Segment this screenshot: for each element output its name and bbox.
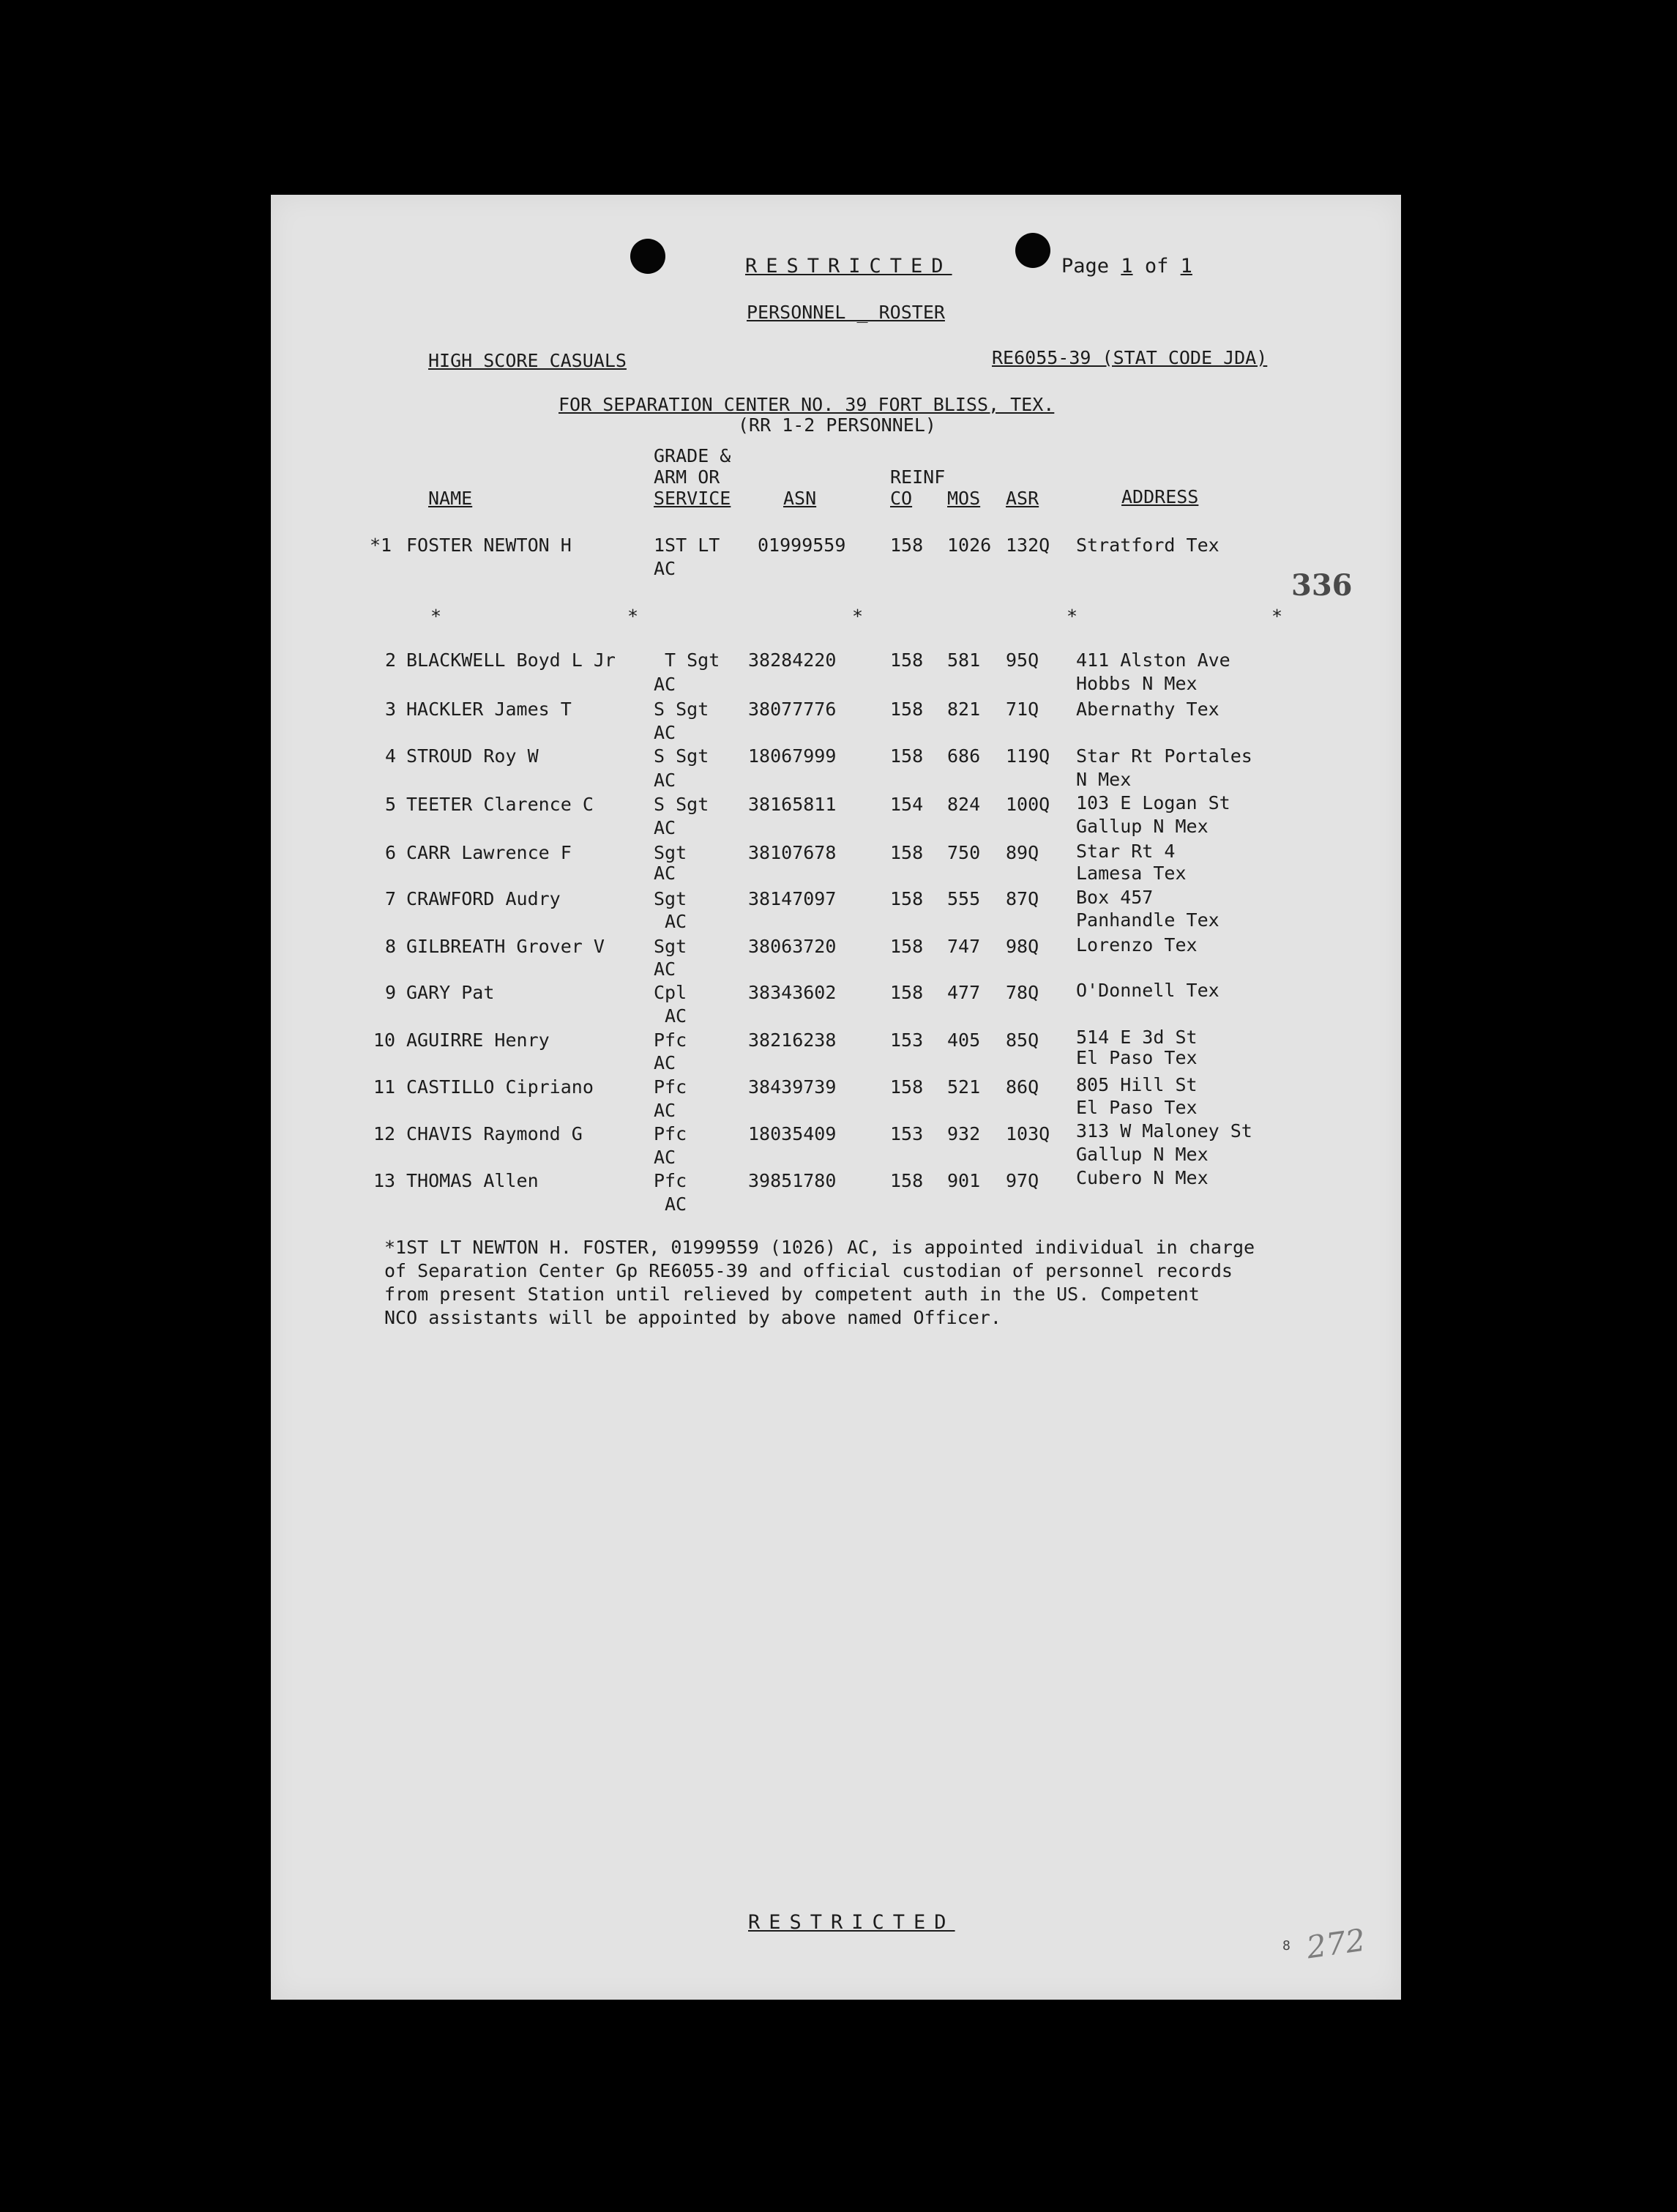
row-asr: 86Q xyxy=(1006,1076,1039,1098)
row-arm: AC xyxy=(654,863,676,884)
row-grade: Pfc xyxy=(654,1076,687,1098)
row-grade: Cpl xyxy=(654,982,687,1003)
row-name: HACKLER James T xyxy=(406,699,572,720)
row-asr: 95Q xyxy=(1006,649,1039,671)
row-asr: 119Q xyxy=(1006,745,1050,767)
row-address-1: 514 E 3d St xyxy=(1076,1027,1198,1048)
page-indicator xyxy=(1061,256,1192,276)
row-arm: AC xyxy=(654,1100,676,1121)
row-number: 5 xyxy=(385,794,397,815)
row-mos: 901 xyxy=(947,1170,981,1191)
row-address-1: Stratford Tex xyxy=(1076,535,1220,556)
row-co: 153 xyxy=(890,1029,924,1051)
col-grade-2: ARM OR xyxy=(654,466,720,488)
page-number: 1 xyxy=(1121,255,1133,278)
row-address-1: Lorenzo Tex xyxy=(1076,934,1198,956)
row-address-2: N Mex xyxy=(1076,769,1132,790)
row-asr: 78Q xyxy=(1006,982,1039,1003)
row-mos: 521 xyxy=(947,1076,981,1098)
row-address-2: El Paso Tex xyxy=(1076,1097,1198,1118)
row-asn: 39851780 xyxy=(748,1170,837,1191)
row-address-1: Star Rt Portales xyxy=(1076,745,1252,767)
col-grade-3: SERVICE xyxy=(654,488,731,509)
row-name: GARY Pat xyxy=(406,982,495,1003)
row-asr: 97Q xyxy=(1006,1170,1039,1191)
col-address: ADDRESS xyxy=(1121,486,1199,507)
classification-footer: RESTRICTED xyxy=(748,1911,955,1934)
row-asn: 38284220 xyxy=(748,649,837,671)
row-asr: 87Q xyxy=(1006,888,1039,909)
row-arm: AC xyxy=(654,558,676,579)
classification-header: RESTRICTED xyxy=(745,255,952,278)
row-name: AGUIRRE Henry xyxy=(406,1029,550,1051)
row-mos: 555 xyxy=(947,888,981,909)
row-grade: S Sgt xyxy=(654,745,709,767)
row-co: 158 xyxy=(890,982,924,1003)
col-co: CO xyxy=(890,488,913,509)
row-co: 158 xyxy=(890,842,924,863)
row-grade: Sgt xyxy=(654,842,687,863)
document-page xyxy=(271,195,1401,2000)
row-grade: Pfc xyxy=(654,1029,687,1051)
row-name: CASTILLO Cipriano xyxy=(406,1076,594,1098)
row-arm: AC xyxy=(665,911,687,932)
row-number: 6 xyxy=(385,842,397,863)
punch-hole-right xyxy=(1015,233,1050,268)
row-address-1: Star Rt 4 xyxy=(1076,841,1176,862)
row-arm: AC xyxy=(654,958,676,980)
col-reinf: REINF xyxy=(890,466,946,488)
row-number: *1 xyxy=(370,535,392,556)
row-address-2: Lamesa Tex xyxy=(1076,863,1187,884)
row-co: 158 xyxy=(890,649,924,671)
row-number: 8 xyxy=(385,936,397,957)
separator-mark: * xyxy=(1067,606,1078,627)
row-asr: 100Q xyxy=(1006,794,1050,815)
row-number: 10 xyxy=(373,1029,396,1051)
separator-mark: * xyxy=(852,606,864,627)
row-arm: AC xyxy=(654,1147,676,1168)
row-asn: 38165811 xyxy=(748,794,837,815)
row-arm: AC xyxy=(654,1052,676,1073)
row-number: 7 xyxy=(385,888,397,909)
row-name: TEETER Clarence C xyxy=(406,794,594,815)
row-asr: 132Q xyxy=(1006,535,1050,556)
row-address-1: 411 Alston Ave xyxy=(1076,649,1230,671)
row-co: 158 xyxy=(890,936,924,957)
row-grade: S Sgt xyxy=(654,794,709,815)
footnote-line: NCO assistants will be appointed by above named Officer. xyxy=(384,1307,1001,1328)
row-name: STROUD Roy W xyxy=(406,745,539,767)
row-grade: Sgt xyxy=(654,936,687,957)
row-asn: 38343602 xyxy=(748,982,837,1003)
row-asn: 38077776 xyxy=(748,699,837,720)
row-co: 158 xyxy=(890,1170,924,1191)
row-name: FOSTER NEWTON H xyxy=(406,535,572,556)
row-number: 11 xyxy=(373,1076,396,1098)
row-asn: 38107678 xyxy=(748,842,837,863)
destination-line: FOR SEPARATION CENTER NO. 39 FORT BLISS, TEX. xyxy=(559,394,1055,415)
row-asn: 38216238 xyxy=(748,1029,837,1051)
row-asn: 18067999 xyxy=(748,745,837,767)
col-name: NAME xyxy=(428,488,473,509)
row-arm: AC xyxy=(654,817,676,838)
row-grade: Pfc xyxy=(654,1123,687,1144)
row-mos: 750 xyxy=(947,842,981,863)
row-number: 13 xyxy=(373,1170,396,1191)
row-mos: 1026 xyxy=(947,535,992,556)
reference-line: (RR 1-2 PERSONNEL) xyxy=(738,414,936,436)
row-address-2: Panhandle Tex xyxy=(1076,909,1220,931)
row-mos: 824 xyxy=(947,794,981,815)
separator-mark: * xyxy=(1271,606,1283,627)
row-arm: AC xyxy=(665,1005,687,1027)
row-co: 154 xyxy=(890,794,924,815)
row-arm: AC xyxy=(654,770,676,791)
row-co: 153 xyxy=(890,1123,924,1144)
row-asr: 71Q xyxy=(1006,699,1039,720)
row-grade: 1ST LT xyxy=(654,535,720,556)
row-name: GILBREATH Grover V xyxy=(406,936,605,957)
row-number: 2 xyxy=(385,649,397,671)
row-address-1: 103 E Logan St xyxy=(1076,792,1230,813)
page-label: Page xyxy=(1061,255,1110,278)
row-grade: Sgt xyxy=(654,888,687,909)
row-name: CARR Lawrence F xyxy=(406,842,572,863)
row-co: 158 xyxy=(890,699,924,720)
footnote-line: of Separation Center Gp RE6055-39 and official custodian of personnel records xyxy=(384,1260,1233,1281)
row-grade: S Sgt xyxy=(654,699,709,720)
footnote-line: from present Station until relieved by competent auth in the US. Competent xyxy=(384,1284,1200,1305)
row-name: THOMAS Allen xyxy=(406,1170,539,1191)
row-number: 3 xyxy=(385,699,397,720)
row-asn: 38439739 xyxy=(748,1076,837,1098)
row-address-1: 313 W Maloney St xyxy=(1076,1120,1252,1142)
punch-hole-left xyxy=(630,239,665,274)
row-address-1: Cubero N Mex xyxy=(1076,1167,1209,1188)
col-grade-1: GRADE & xyxy=(654,445,731,466)
row-asr: 103Q xyxy=(1006,1123,1050,1144)
row-arm: AC xyxy=(665,1193,687,1215)
row-grade: Pfc xyxy=(654,1170,687,1191)
separator-mark: * xyxy=(627,606,639,627)
row-address-1: Box 457 xyxy=(1076,887,1154,908)
row-grade: T Sgt xyxy=(665,649,720,671)
row-co: 158 xyxy=(890,535,924,556)
handwritten-number: 272 xyxy=(1304,1921,1368,1966)
row-co: 158 xyxy=(890,1076,924,1098)
row-mos: 405 xyxy=(947,1029,981,1051)
small-mark: 8 xyxy=(1282,1938,1291,1954)
row-address-1: 805 Hill St xyxy=(1076,1074,1198,1095)
row-mos: 932 xyxy=(947,1123,981,1144)
row-arm: AC xyxy=(654,674,676,695)
row-mos: 477 xyxy=(947,982,981,1003)
right-title: RE6055-39 (STAT CODE JDA) xyxy=(992,347,1268,368)
row-address-2: Gallup N Mex xyxy=(1076,1144,1209,1165)
row-mos: 581 xyxy=(947,649,981,671)
stamped-number: 336 xyxy=(1291,568,1353,603)
row-number: 4 xyxy=(385,745,397,767)
row-name: CHAVIS Raymond G xyxy=(406,1123,583,1144)
row-asn: 18035409 xyxy=(748,1123,837,1144)
page-of: of xyxy=(1144,255,1169,278)
row-asn: 38147097 xyxy=(748,888,837,909)
row-asr: 98Q xyxy=(1006,936,1039,957)
row-asn: 38063720 xyxy=(748,936,837,957)
col-asr: ASR xyxy=(1006,488,1039,509)
row-mos: 821 xyxy=(947,699,981,720)
row-address-2: El Paso Tex xyxy=(1076,1047,1198,1068)
left-title: HIGH SCORE CASUALS xyxy=(428,350,627,371)
row-mos: 686 xyxy=(947,745,981,767)
row-arm: AC xyxy=(654,722,676,743)
footnote xyxy=(384,1236,1255,1330)
row-address-2: Gallup N Mex xyxy=(1076,816,1209,837)
separator-mark: * xyxy=(430,606,442,627)
col-asn: ASN xyxy=(783,488,817,509)
row-address-1: Abernathy Tex xyxy=(1076,699,1220,720)
footnote-line: *1ST LT NEWTON H. FOSTER, 01999559 (1026) AC, is appointed individual in charge xyxy=(384,1237,1255,1258)
row-co: 158 xyxy=(890,888,924,909)
row-asr: 89Q xyxy=(1006,842,1039,863)
row-mos: 747 xyxy=(947,936,981,957)
row-address-1: O'Donnell Tex xyxy=(1076,980,1220,1001)
row-asn: 01999559 xyxy=(758,535,846,556)
row-number: 9 xyxy=(385,982,397,1003)
row-asr: 85Q xyxy=(1006,1029,1039,1051)
row-number: 12 xyxy=(373,1123,396,1144)
col-mos: MOS xyxy=(947,488,981,509)
row-name: CRAWFORD Audry xyxy=(406,888,561,909)
roster-title: PERSONNEL _ ROSTER xyxy=(747,302,945,323)
page-total: 1 xyxy=(1180,255,1192,278)
row-address-2: Hobbs N Mex xyxy=(1076,673,1198,694)
row-co: 158 xyxy=(890,745,924,767)
row-name: BLACKWELL Boyd L Jr xyxy=(406,649,616,671)
